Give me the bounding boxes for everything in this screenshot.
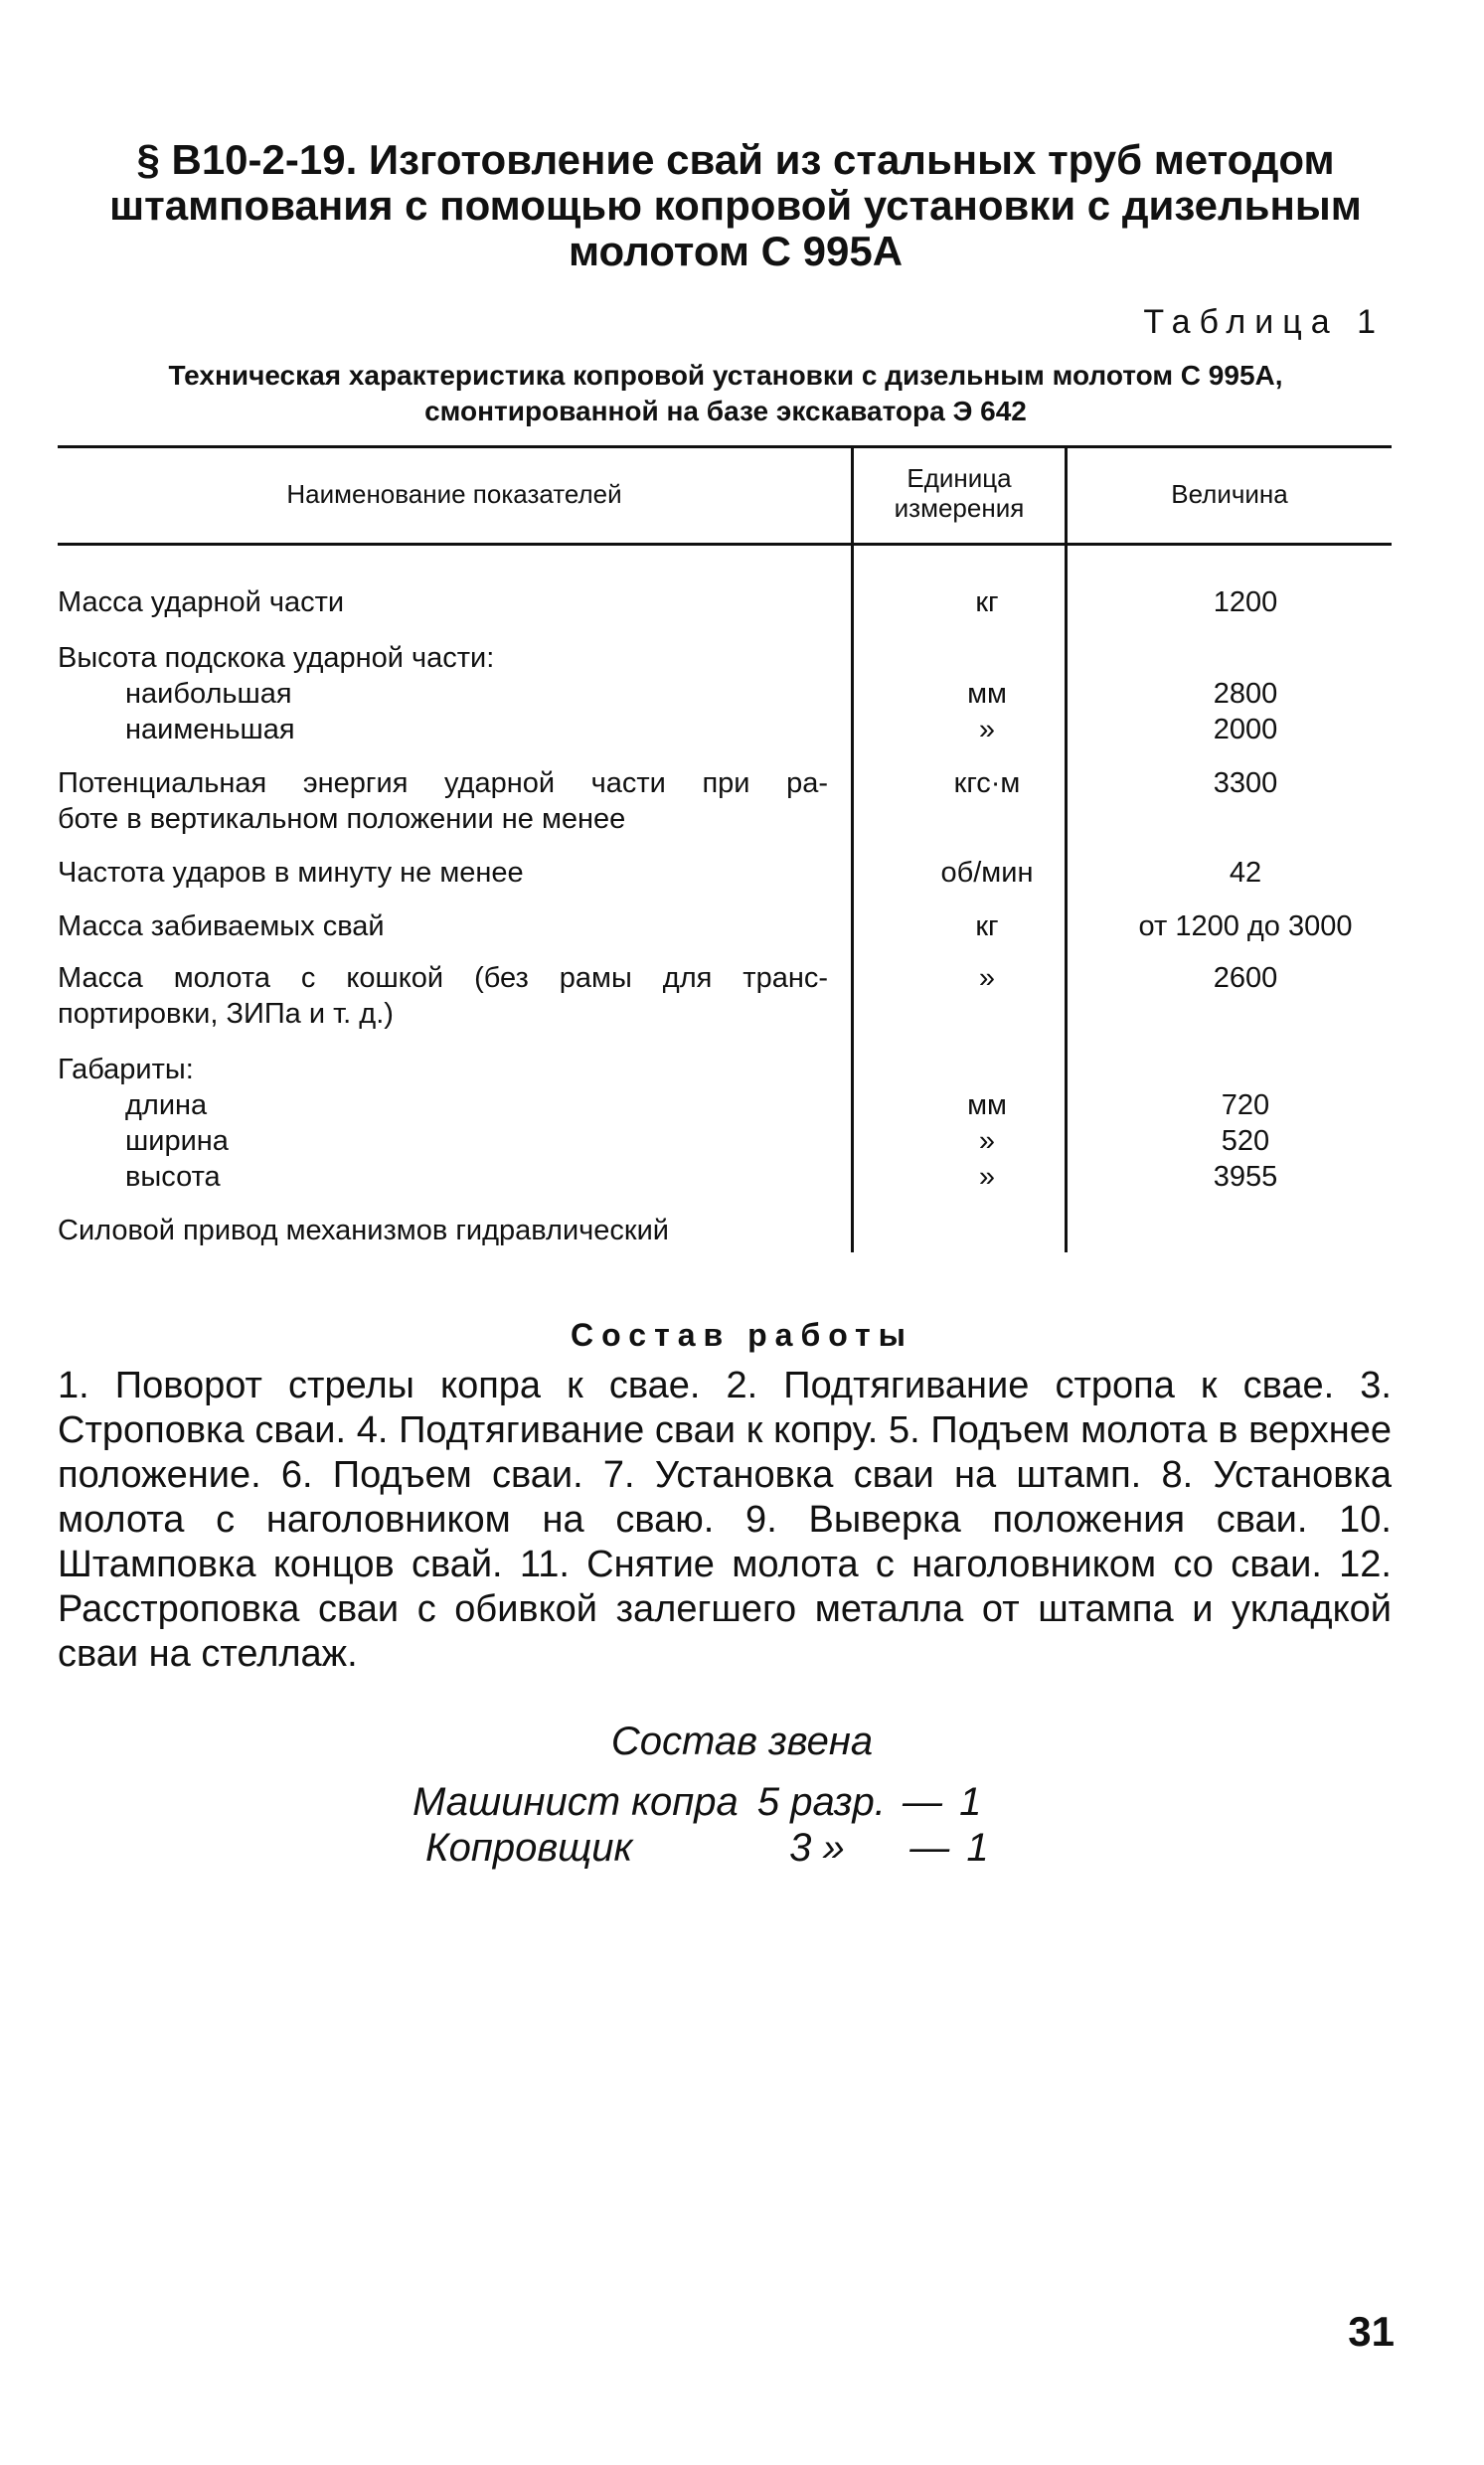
header-unit-line-2: измерения [894,493,1025,523]
page-number: 31 [1348,2308,1395,2355]
row-name: Частота ударов в минуту не менее [58,857,524,889]
title-line-1: § В10-2-19. Изготовление свай из стальных труб методом [136,136,1335,183]
table-number: Таблица 1 [1143,303,1385,341]
crew-count: 1 [959,1780,982,1824]
row-unit: кгс·м [953,767,1021,799]
row-name: Масса ударной части [58,586,345,618]
title-line-3: молотом С 995А [568,228,904,274]
row-name: длина [125,1089,208,1121]
table-caption-line-1: Техническая характеристика копровой установки с дизельным молотом С 995А, [168,360,1283,391]
crew-heading: Состав звена [610,1720,874,1763]
header-value: Величина [1171,479,1288,509]
table-caption [55,358,1397,429]
crew-member [425,1825,989,1871]
row-name: Высота подскока ударной части: [58,642,495,674]
row-name: портировки, ЗИПа и т. д.) [58,998,394,1030]
row-value: 42 [1229,857,1262,889]
row-name: наибольшая [125,678,292,710]
row-value: 520 [1221,1125,1270,1157]
crew-grade: 5 разр. [756,1780,886,1824]
crew-count: 1 [966,1826,989,1870]
row-name: Силовой привод механизмов гидравлический [58,1215,669,1246]
row-unit: » [978,962,996,994]
header-unit [854,463,1065,523]
row-value: 3300 [1213,767,1278,799]
row-name: Габариты: [58,1054,194,1085]
header-name: Наименование показателей [286,479,622,509]
table-header-rule [58,543,1392,546]
row-value: 2000 [1213,714,1278,745]
spec-table [58,445,1392,1252]
crew-dash: — [909,1826,950,1870]
crew-member [412,1779,981,1825]
section-title [89,137,1382,274]
row-name: Масса молота с кошкой (без рамы для транс- [58,962,828,994]
row-value: 1200 [1213,586,1278,618]
row-name: боте в вертикальном положении не менее [58,803,626,835]
row-unit: мм [967,1089,1007,1121]
work-description: 1. Поворот стрелы копра к свае. 2. Подтягивание стропа к свае. 3. Строповка сваи. 4. Подтягивание сваи к копру. 5. Подъем молота в верхнее положение. 6. Подъем сваи. 7. Установка сваи на штамп. 8. Установка молота с наголовником на сваю. 9. Выверка положения сваи. 10. Штамповка концов свай. 11. Снятие молота с наголовником со сваи. 12. Расстроповка сваи с обивкой залегшего металла от штампа и укладкой сваи на стеллаж. [58,1365,1392,1675]
row-value: 2600 [1213,962,1278,994]
row-name: ширина [125,1125,229,1157]
row-unit: » [978,1125,996,1157]
crew-role: Машинист копра [412,1780,739,1824]
title-line-2: штампования с помощью копровой установки с дизельным [109,182,1362,229]
row-name: Масса забиваемых свай [58,910,385,942]
row-unit: об/мин [940,857,1034,889]
row-value: 3955 [1213,1161,1278,1193]
row-value: 720 [1221,1089,1270,1121]
crew-dash: — [902,1780,942,1824]
row-unit: кг [975,910,999,942]
work-heading: Состав работы [571,1317,913,1353]
row-unit: мм [967,678,1007,710]
row-value: 2800 [1213,678,1278,710]
row-name: Потенциальная энергия ударной части при ра- [58,767,828,799]
table-top-rule [58,445,1392,448]
header-unit-line-1: Единица [907,463,1012,493]
crew-grade: 3 » [789,1826,845,1870]
row-name: наименьшая [125,714,295,745]
crew-role: Копровщик [425,1826,633,1870]
table-caption-line-2: смонтированной на базе экскаватора Э 642 [424,396,1027,426]
row-unit: кг [975,586,999,618]
row-unit: » [978,1161,996,1193]
row-name: высота [125,1161,221,1193]
row-unit: » [978,714,996,745]
row-value: от 1200 до 3000 [1138,910,1353,942]
